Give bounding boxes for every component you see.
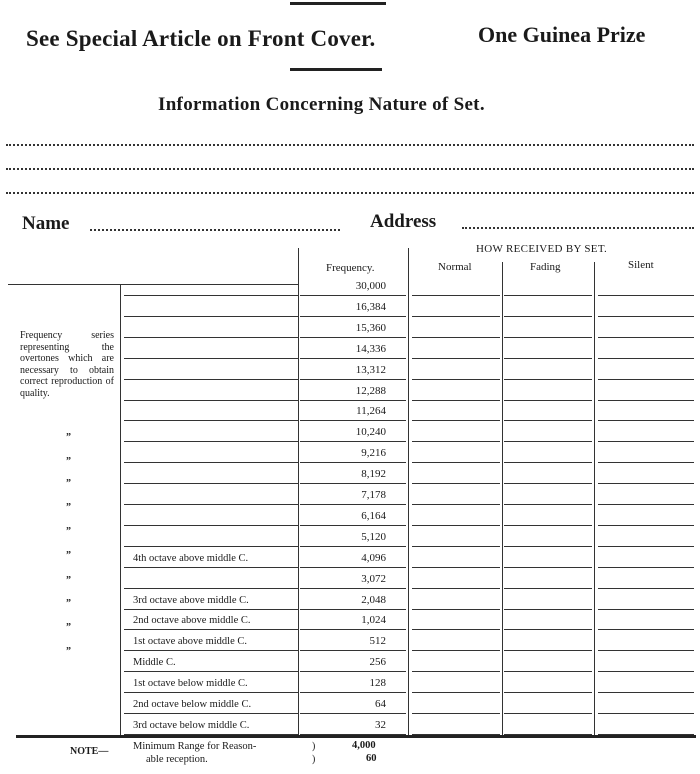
freq-cell-line: [300, 609, 406, 610]
col-normal: Normal: [438, 261, 472, 273]
silent-cell-line[interactable]: [598, 671, 694, 672]
frequency-value: 12,288: [355, 385, 386, 397]
freq-cell-line: [300, 546, 406, 547]
vline-left-label: [120, 284, 121, 736]
ditto-mark: ”: [66, 550, 71, 561]
normal-cell-line[interactable]: [412, 462, 500, 463]
fading-cell-line[interactable]: [504, 650, 592, 651]
frequency-value: 13,312: [355, 364, 386, 376]
label-cell-line: [124, 629, 298, 630]
ditto-mark: ”: [66, 575, 71, 586]
silent-cell-line[interactable]: [598, 504, 694, 505]
normal-cell-line[interactable]: [412, 525, 500, 526]
silent-cell-line[interactable]: [598, 629, 694, 630]
silent-cell-line[interactable]: [598, 337, 694, 338]
how-received-header: HOW RECEIVED BY SET.: [476, 243, 608, 255]
normal-cell-line[interactable]: [412, 609, 500, 610]
vline-freq-right: [408, 248, 409, 736]
note-text-line1: Minimum Range for Reason-: [133, 741, 257, 752]
frequency-value: 3,072: [361, 573, 386, 585]
normal-cell-line[interactable]: [412, 379, 500, 380]
header-right-title: One Guinea Prize: [478, 22, 646, 47]
label-cell-line: [124, 483, 298, 484]
middle-rule: [290, 68, 382, 71]
label-cell-line: [124, 462, 298, 463]
label-cell-line: [124, 546, 298, 547]
fading-cell-line[interactable]: [504, 316, 592, 317]
frequency-value: 16,384: [355, 301, 386, 313]
silent-cell-line[interactable]: [598, 316, 694, 317]
normal-cell-line[interactable]: [412, 337, 500, 338]
header-left-title: See Special Article on Front Cover.: [26, 26, 376, 51]
vline-fading-right: [594, 262, 595, 736]
note-brace: ): [312, 741, 316, 752]
label-cell-line: [124, 337, 298, 338]
fading-cell-line[interactable]: [504, 692, 592, 693]
silent-cell-line[interactable]: [598, 441, 694, 442]
fading-cell-line[interactable]: [504, 504, 592, 505]
frequency-value: 11,264: [356, 405, 386, 417]
freq-cell-line: [300, 692, 406, 693]
normal-cell-line[interactable]: [412, 358, 500, 359]
ditto-mark: ”: [66, 646, 71, 657]
octave-label: 1st octave above middle C.: [133, 636, 248, 647]
vline-normal-right: [502, 262, 503, 736]
note-value1: 4,000: [352, 740, 376, 751]
freq-cell-line: [300, 588, 406, 589]
octave-label: 2nd octave above middle C.: [133, 615, 251, 626]
octave-label: Middle C.: [133, 657, 176, 668]
label-cell-line: [124, 400, 298, 401]
frequency-value: 32: [375, 719, 386, 731]
label-cell-line: [124, 713, 298, 714]
normal-cell-line[interactable]: [412, 420, 500, 421]
name-label: Name: [22, 213, 70, 234]
normal-cell-line[interactable]: [412, 671, 500, 672]
name-field[interactable]: [90, 229, 340, 231]
normal-cell-line[interactable]: [412, 650, 500, 651]
info-line-3[interactable]: [6, 192, 694, 194]
freq-cell-line: [300, 337, 406, 338]
frequency-value: 10,240: [355, 426, 386, 438]
label-cell-line: [124, 358, 298, 359]
silent-cell-line[interactable]: [598, 650, 694, 651]
label-cell-line: [124, 441, 298, 442]
freq-cell-line: [300, 316, 406, 317]
frequency-value: 1,024: [361, 614, 386, 626]
freq-cell-line: [300, 420, 406, 421]
freq-cell-line: [300, 567, 406, 568]
label-cell-line: [124, 420, 298, 421]
fading-cell-line[interactable]: [504, 525, 592, 526]
fading-cell-line[interactable]: [504, 337, 592, 338]
col-frequency: Frequency.: [326, 262, 375, 274]
octave-label: 1st octave below middle C.: [133, 678, 248, 689]
ditto-mark: ”: [66, 598, 71, 609]
silent-cell-line[interactable]: [598, 567, 694, 568]
frequency-value: 9,216: [361, 447, 386, 459]
normal-cell-line[interactable]: [412, 504, 500, 505]
normal-cell-line[interactable]: [412, 713, 500, 714]
info-line-1[interactable]: [6, 144, 694, 146]
info-title: Information Concerning Nature of Set.: [158, 94, 485, 115]
frequency-value: 6,164: [361, 510, 386, 522]
label-cell-line: [124, 671, 298, 672]
frequency-value: 8,192: [361, 468, 386, 480]
normal-cell-line[interactable]: [412, 295, 500, 296]
table-bottom-rule: [16, 735, 696, 738]
label-cell-line: [124, 295, 298, 296]
octave-label: 3rd octave below middle C.: [133, 720, 250, 731]
fading-cell-line[interactable]: [504, 379, 592, 380]
silent-cell-line[interactable]: [598, 692, 694, 693]
label-cell-line: [124, 525, 298, 526]
normal-cell-line[interactable]: [412, 567, 500, 568]
fading-cell-line[interactable]: [504, 358, 592, 359]
silent-cell-line[interactable]: [598, 420, 694, 421]
note-label: NOTE—: [70, 746, 109, 757]
ditto-mark: ”: [66, 622, 71, 633]
note-value2: 60: [366, 753, 377, 764]
top-rule: [290, 2, 386, 5]
normal-cell-line[interactable]: [412, 483, 500, 484]
normal-cell-line[interactable]: [412, 400, 500, 401]
ditto-mark: ”: [66, 502, 71, 513]
side-note: Frequency series representing the overtones which are necessary to obtain correct reproduction of quality.: [20, 330, 114, 399]
label-cell-line: [124, 588, 298, 589]
freq-cell-line: [300, 462, 406, 463]
label-cell-line: [124, 567, 298, 568]
fading-cell-line[interactable]: [504, 588, 592, 589]
note-brace: ): [312, 754, 316, 765]
silent-cell-line[interactable]: [598, 588, 694, 589]
freq-cell-line: [300, 295, 406, 296]
freq-cell-line: [300, 525, 406, 526]
normal-cell-line[interactable]: [412, 588, 500, 589]
silent-cell-line[interactable]: [598, 546, 694, 547]
freq-cell-line: [300, 483, 406, 484]
normal-cell-line[interactable]: [412, 692, 500, 693]
label-cell-line: [124, 316, 298, 317]
frequency-value: 7,178: [361, 489, 386, 501]
fading-cell-line[interactable]: [504, 609, 592, 610]
silent-cell-line[interactable]: [598, 713, 694, 714]
normal-cell-line[interactable]: [412, 316, 500, 317]
octave-label: 2nd octave below middle C.: [133, 699, 252, 710]
silent-cell-line[interactable]: [598, 400, 694, 401]
frequency-value: 5,120: [361, 531, 386, 543]
silent-cell-line[interactable]: [598, 358, 694, 359]
label-cell-line: [124, 379, 298, 380]
label-cell-line: [124, 609, 298, 610]
octave-label: 3rd octave above middle C.: [133, 595, 249, 606]
freq-cell-line: [300, 671, 406, 672]
freq-cell-line: [300, 713, 406, 714]
table-header-rule: [8, 284, 298, 285]
frequency-value: 64: [375, 698, 386, 710]
frequency-value: 4,096: [361, 552, 386, 564]
frequency-value: 2,048: [361, 594, 386, 606]
silent-cell-line[interactable]: [598, 462, 694, 463]
frequency-value: 14,336: [355, 343, 386, 355]
freq-cell-line: [300, 400, 406, 401]
normal-cell-line[interactable]: [412, 441, 500, 442]
freq-cell-line: [300, 629, 406, 630]
normal-cell-line[interactable]: [412, 629, 500, 630]
label-cell-line: [124, 650, 298, 651]
silent-cell-line[interactable]: [598, 525, 694, 526]
freq-cell-line: [300, 379, 406, 380]
col-silent: Silent: [628, 259, 654, 271]
ditto-mark: ”: [66, 456, 71, 467]
silent-cell-line[interactable]: [598, 379, 694, 380]
address-field[interactable]: [462, 227, 694, 229]
fading-cell-line[interactable]: [504, 483, 592, 484]
fading-cell-line[interactable]: [504, 671, 592, 672]
frequency-value: 15,360: [355, 322, 386, 334]
fading-cell-line[interactable]: [504, 441, 592, 442]
fading-cell-line[interactable]: [504, 713, 592, 714]
fading-cell-line[interactable]: [504, 420, 592, 421]
silent-cell-line[interactable]: [598, 483, 694, 484]
frequency-value: 512: [369, 635, 386, 647]
freq-cell-line: [300, 650, 406, 651]
silent-cell-line[interactable]: [598, 295, 694, 296]
label-cell-line: [124, 692, 298, 693]
fading-cell-line[interactable]: [504, 400, 592, 401]
info-line-2[interactable]: [6, 168, 694, 170]
ditto-mark: ”: [66, 432, 71, 443]
label-cell-line: [124, 504, 298, 505]
frequency-value: 128: [369, 677, 386, 689]
frequency-value: 256: [369, 656, 386, 668]
silent-cell-line[interactable]: [598, 609, 694, 610]
normal-cell-line[interactable]: [412, 546, 500, 547]
frequency-value: 30,000: [355, 280, 386, 292]
ditto-mark: ”: [66, 526, 71, 537]
col-fading: Fading: [530, 261, 561, 273]
freq-cell-line: [300, 441, 406, 442]
fading-cell-line[interactable]: [504, 567, 592, 568]
fading-cell-line[interactable]: [504, 295, 592, 296]
octave-label: 4th octave above middle C.: [133, 553, 249, 564]
freq-cell-line: [300, 358, 406, 359]
fading-cell-line[interactable]: [504, 629, 592, 630]
ditto-mark: ”: [66, 478, 71, 489]
fading-cell-line[interactable]: [504, 546, 592, 547]
freq-cell-line: [300, 504, 406, 505]
fading-cell-line[interactable]: [504, 462, 592, 463]
note-text-line2: able reception.: [146, 754, 208, 765]
address-label: Address: [370, 211, 437, 232]
